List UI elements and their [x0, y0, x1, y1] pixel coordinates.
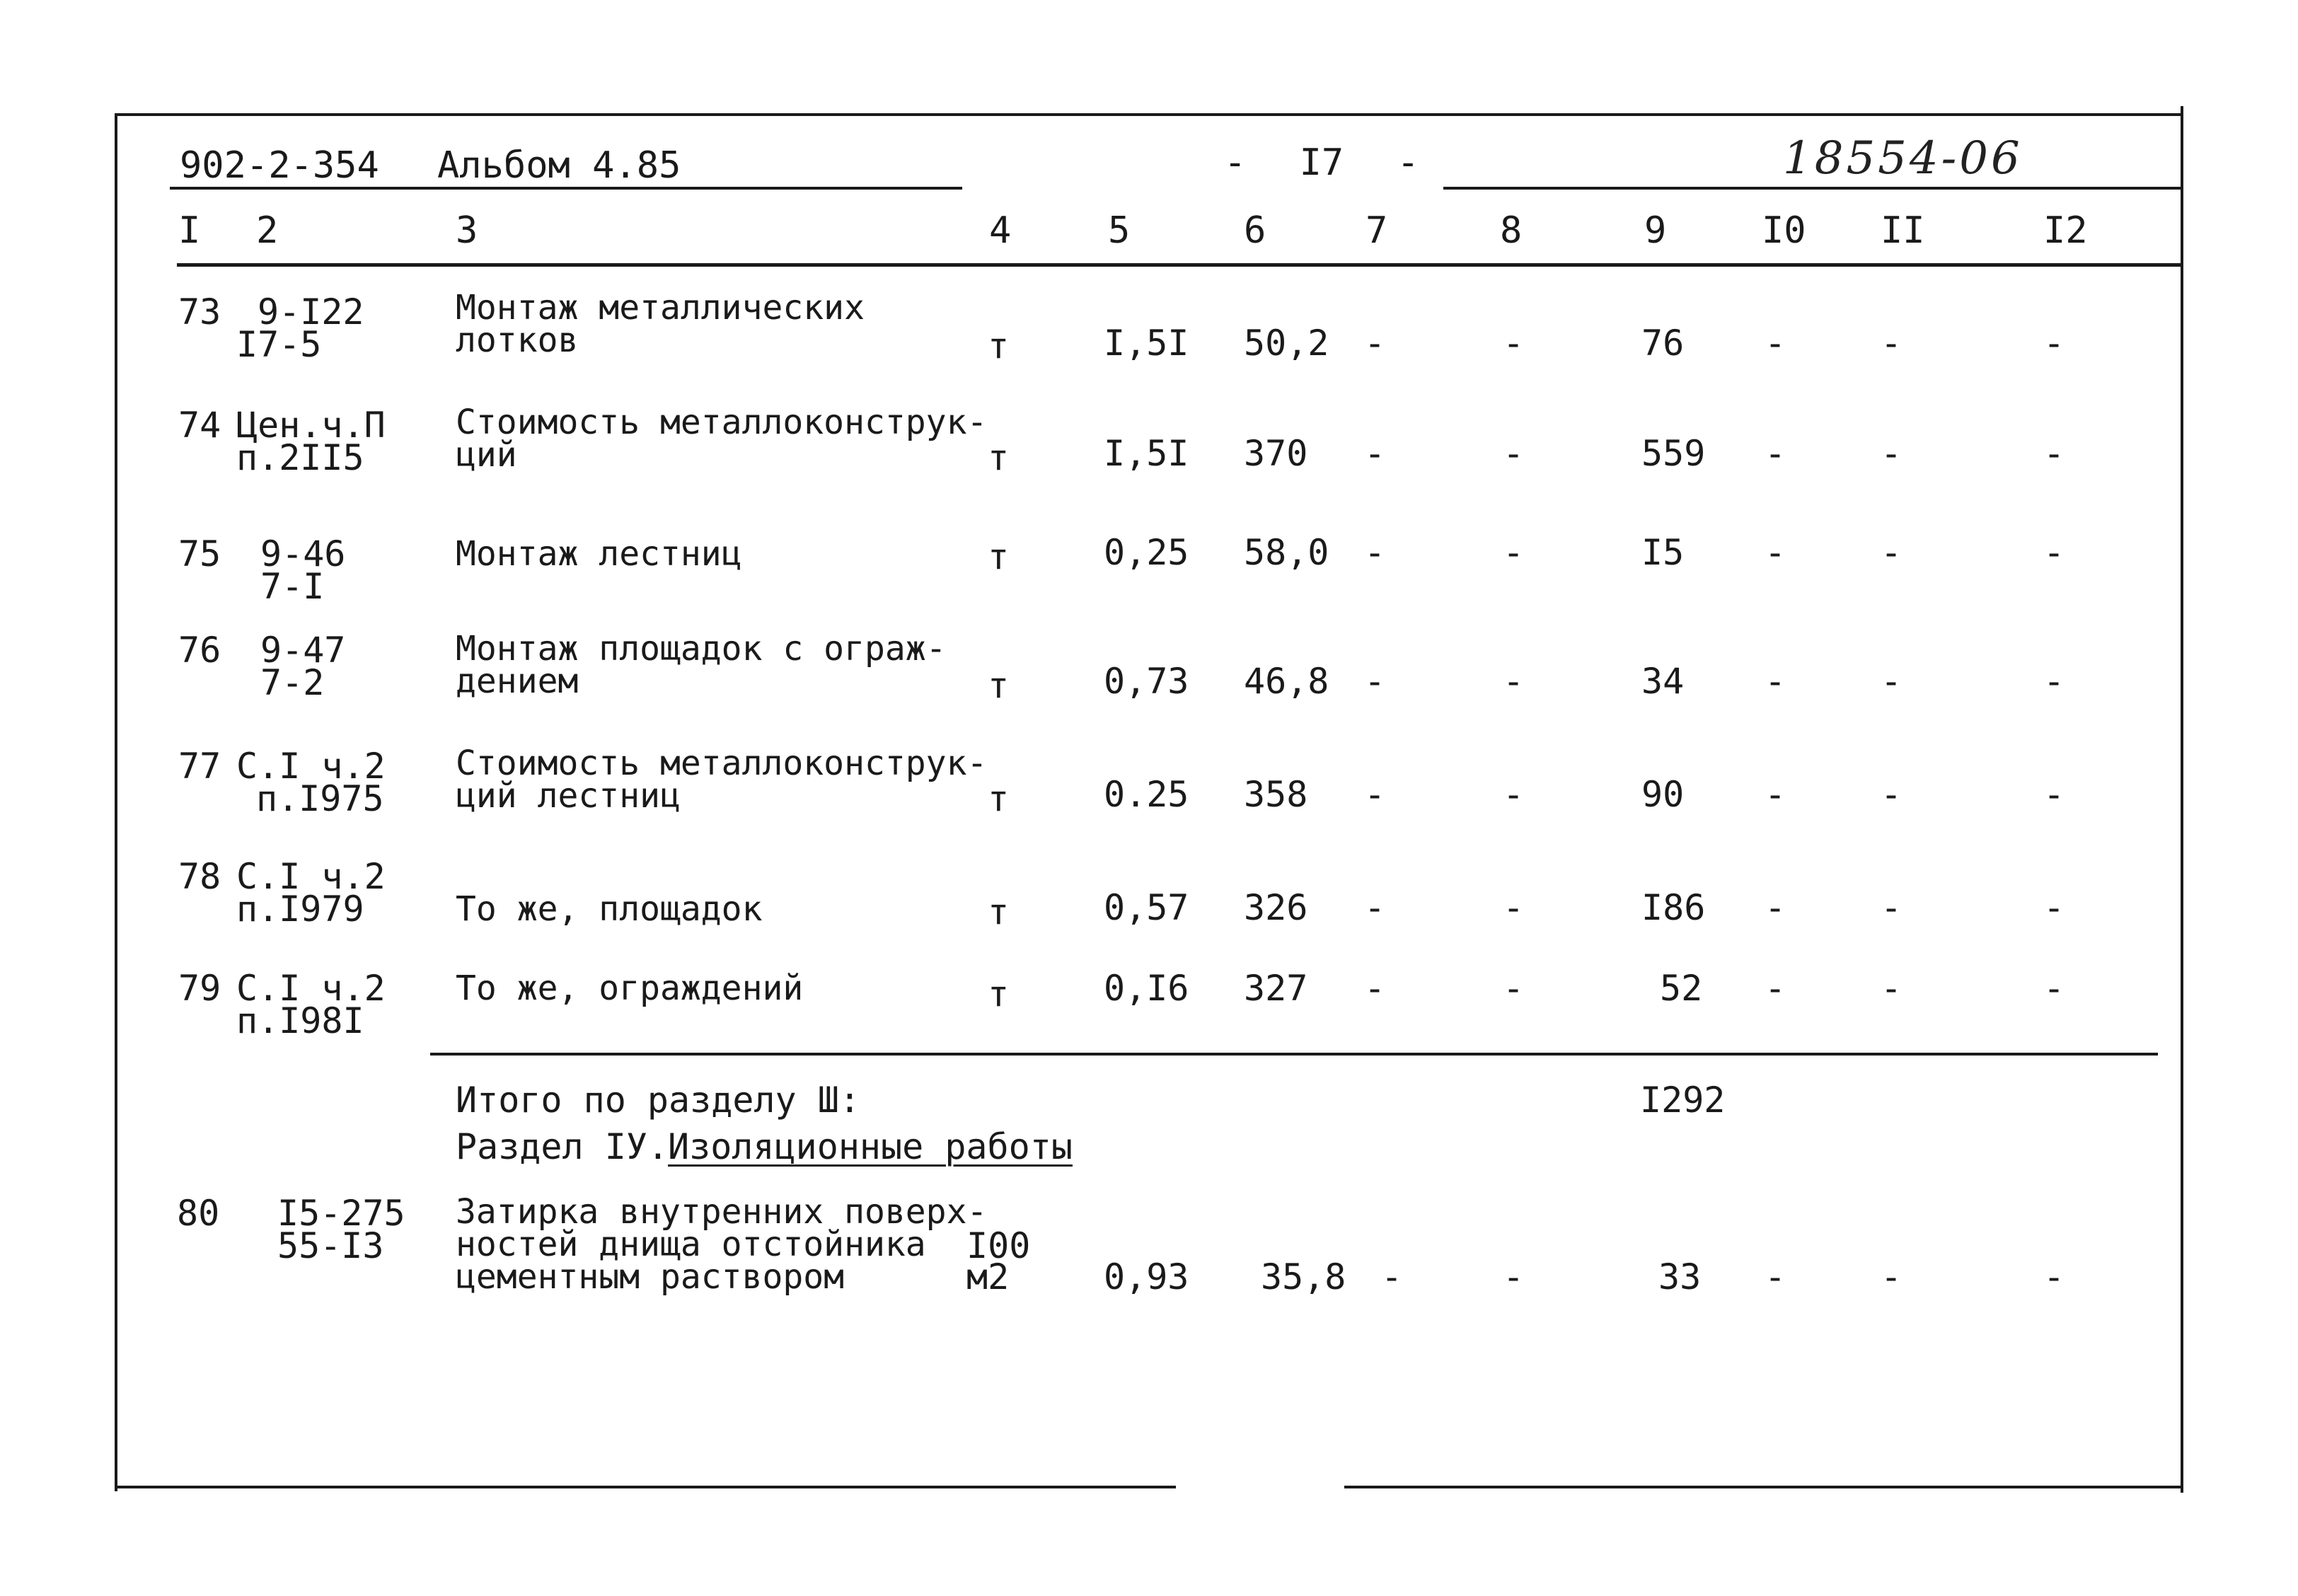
row-col8: -	[1503, 532, 1525, 573]
row-number: 73	[178, 291, 221, 332]
row-quantity: I,5I	[1104, 323, 1189, 364]
row-col7: -	[1364, 774, 1386, 815]
row-number: 77	[178, 746, 221, 787]
row-unit: т	[988, 536, 1010, 577]
row-col8: -	[1503, 1256, 1525, 1297]
row-unit: т	[988, 973, 1010, 1014]
row-col12: -	[2043, 1256, 2065, 1297]
row-number: 80	[177, 1193, 220, 1234]
subtotal-value: I292	[1640, 1080, 1726, 1121]
section-title: Изоляционные работы	[668, 1126, 1073, 1167]
row-col10: -	[1765, 887, 1786, 928]
row-quantity: 0.25	[1104, 774, 1189, 815]
document-code: 902-2-354	[180, 144, 379, 187]
row-code-line1: 9-I22	[258, 291, 364, 332]
row-number: 74	[178, 405, 221, 446]
row-col7: -	[1364, 887, 1386, 928]
row-col10: -	[1765, 661, 1786, 702]
row-description: Стоимость металлоконструк- ций	[456, 403, 988, 475]
row-col10: -	[1765, 323, 1786, 364]
col-header-1: I	[178, 209, 201, 252]
row-unit-price: 35,8	[1261, 1256, 1346, 1297]
row-col10: -	[1765, 774, 1786, 815]
row-col11: -	[1881, 1256, 1903, 1297]
row-code-line1: I5-275	[277, 1193, 405, 1234]
row-quantity: 0,57	[1104, 887, 1189, 928]
col-header-2: 2	[256, 209, 279, 252]
row-col11: -	[1881, 887, 1903, 928]
row-col8: -	[1503, 433, 1525, 474]
header-underline-left	[170, 187, 962, 190]
row-code-line2: п.I98I	[236, 1000, 364, 1041]
row-code-line1: Цен.ч.П	[236, 405, 386, 446]
row-description: Монтаж лестниц	[456, 534, 742, 574]
row-quantity: I,5I	[1104, 433, 1189, 474]
row-total: 52	[1660, 968, 1703, 1009]
row-unit: т	[988, 778, 1010, 819]
row-unit: т	[988, 325, 1010, 366]
row-code-line1: 9-47	[260, 630, 346, 671]
row-total: I86	[1641, 887, 1706, 928]
row-description: Монтаж площадок с ограж- дением	[456, 629, 947, 701]
row-col10: -	[1765, 532, 1786, 573]
row-quantity: 0,25	[1104, 532, 1189, 573]
subtotal-rule	[430, 1053, 2158, 1056]
col-header-7: 7	[1365, 209, 1388, 252]
row-description: Затирка внутренних поверх- ностей днища отстойника цементным раствором	[456, 1192, 988, 1297]
row-col12: -	[2043, 887, 2065, 928]
row-col8: -	[1503, 661, 1525, 702]
col-header-10: I0	[1762, 209, 1806, 252]
row-col11: -	[1881, 323, 1903, 364]
page-number: - I7 -	[1224, 141, 1419, 184]
row-number: 78	[178, 856, 221, 897]
row-number: 76	[178, 630, 221, 671]
row-col11: -	[1881, 532, 1903, 573]
row-unit: м2	[966, 1256, 1010, 1297]
row-unit-price: 50,2	[1244, 323, 1329, 364]
row-col7: -	[1381, 1256, 1403, 1297]
col-header-12: I2	[2043, 209, 2088, 252]
subtotal-label: Итого по разделу Ш:	[456, 1080, 860, 1121]
col-header-5: 5	[1108, 209, 1131, 252]
row-col7: -	[1364, 433, 1386, 474]
row-col11: -	[1881, 968, 1903, 1009]
row-quantity: 0,I6	[1104, 968, 1189, 1009]
section-prefix: Раздел IУ.	[456, 1126, 669, 1167]
row-col12: -	[2043, 968, 2065, 1009]
row-col11: -	[1881, 774, 1903, 815]
row-col8: -	[1503, 887, 1525, 928]
row-number: 75	[178, 533, 221, 574]
row-unit-price: 370	[1244, 433, 1308, 474]
row-code-line1: С.I ч.2	[236, 968, 386, 1009]
row-col12: -	[2043, 661, 2065, 702]
album-label: Альбом 4.85	[437, 144, 681, 187]
row-unit: т	[988, 665, 1010, 706]
row-description: Стоимость металлоконструк- ций лестниц	[456, 744, 988, 816]
row-col7: -	[1364, 323, 1386, 364]
col-header-11: II	[1881, 209, 1925, 252]
row-unit-price: 326	[1244, 887, 1308, 928]
frame-bottom-border-right	[1344, 1486, 2183, 1488]
row-description: То же, ограждений	[456, 968, 804, 1008]
column-header-underline	[177, 263, 2183, 267]
col-header-3: 3	[456, 209, 478, 252]
row-code-line2: I7-5	[236, 324, 322, 365]
row-col8: -	[1503, 968, 1525, 1009]
row-unit-price: 327	[1244, 968, 1308, 1009]
row-description: То же, площадок	[456, 889, 763, 929]
col-header-6: 6	[1244, 209, 1266, 252]
row-code-line1: 9-46	[260, 533, 346, 574]
frame-left-border	[115, 113, 117, 1491]
row-col11: -	[1881, 433, 1903, 474]
frame-right-border	[2181, 106, 2183, 1493]
row-code-line2: 55-I3	[277, 1225, 384, 1266]
row-code-line2: п.I975	[256, 778, 384, 819]
row-total: 34	[1641, 661, 1685, 702]
row-quantity: 0,73	[1104, 661, 1189, 702]
handwritten-code: 18554-06	[1783, 132, 2023, 185]
row-col12: -	[2043, 774, 2065, 815]
row-code-line2: 7-2	[260, 662, 325, 703]
row-code-line2: п.I979	[236, 889, 364, 930]
row-total: 559	[1641, 433, 1706, 474]
col-header-4: 4	[989, 209, 1012, 252]
row-code-line2: п.2II5	[236, 437, 364, 478]
row-total: 33	[1658, 1256, 1702, 1297]
header-underline-right	[1443, 187, 2183, 190]
row-col10: -	[1765, 968, 1786, 1009]
row-col12: -	[2043, 532, 2065, 573]
row-number: 79	[178, 968, 221, 1009]
row-unit: т	[988, 437, 1010, 478]
row-description: Монтаж металлических лотков	[456, 288, 865, 360]
row-unit-top: I00	[966, 1225, 1031, 1266]
row-col7: -	[1364, 968, 1386, 1009]
row-unit-price: 58,0	[1244, 532, 1329, 573]
row-col12: -	[2043, 433, 2065, 474]
frame-bottom-border	[115, 1486, 1176, 1488]
row-col7: -	[1364, 532, 1386, 573]
row-col7: -	[1364, 661, 1386, 702]
row-code-line1: С.I ч.2	[236, 746, 386, 787]
row-col8: -	[1503, 323, 1525, 364]
row-quantity: 0,93	[1104, 1256, 1189, 1297]
row-col8: -	[1503, 774, 1525, 815]
row-unit-price: 358	[1244, 774, 1308, 815]
row-total: I5	[1641, 532, 1685, 573]
col-header-8: 8	[1500, 209, 1523, 252]
row-total: 76	[1641, 323, 1685, 364]
row-col11: -	[1881, 661, 1903, 702]
col-header-9: 9	[1644, 209, 1667, 252]
row-code-line2: 7-I	[260, 566, 325, 607]
row-col10: -	[1765, 1256, 1786, 1297]
row-total: 90	[1641, 774, 1685, 815]
row-col12: -	[2043, 323, 2065, 364]
frame-top-border	[117, 113, 2183, 116]
row-unit: т	[988, 891, 1010, 932]
row-code-line1: С.I ч.2	[236, 856, 386, 897]
row-unit-price: 46,8	[1244, 661, 1329, 702]
row-col10: -	[1765, 433, 1786, 474]
